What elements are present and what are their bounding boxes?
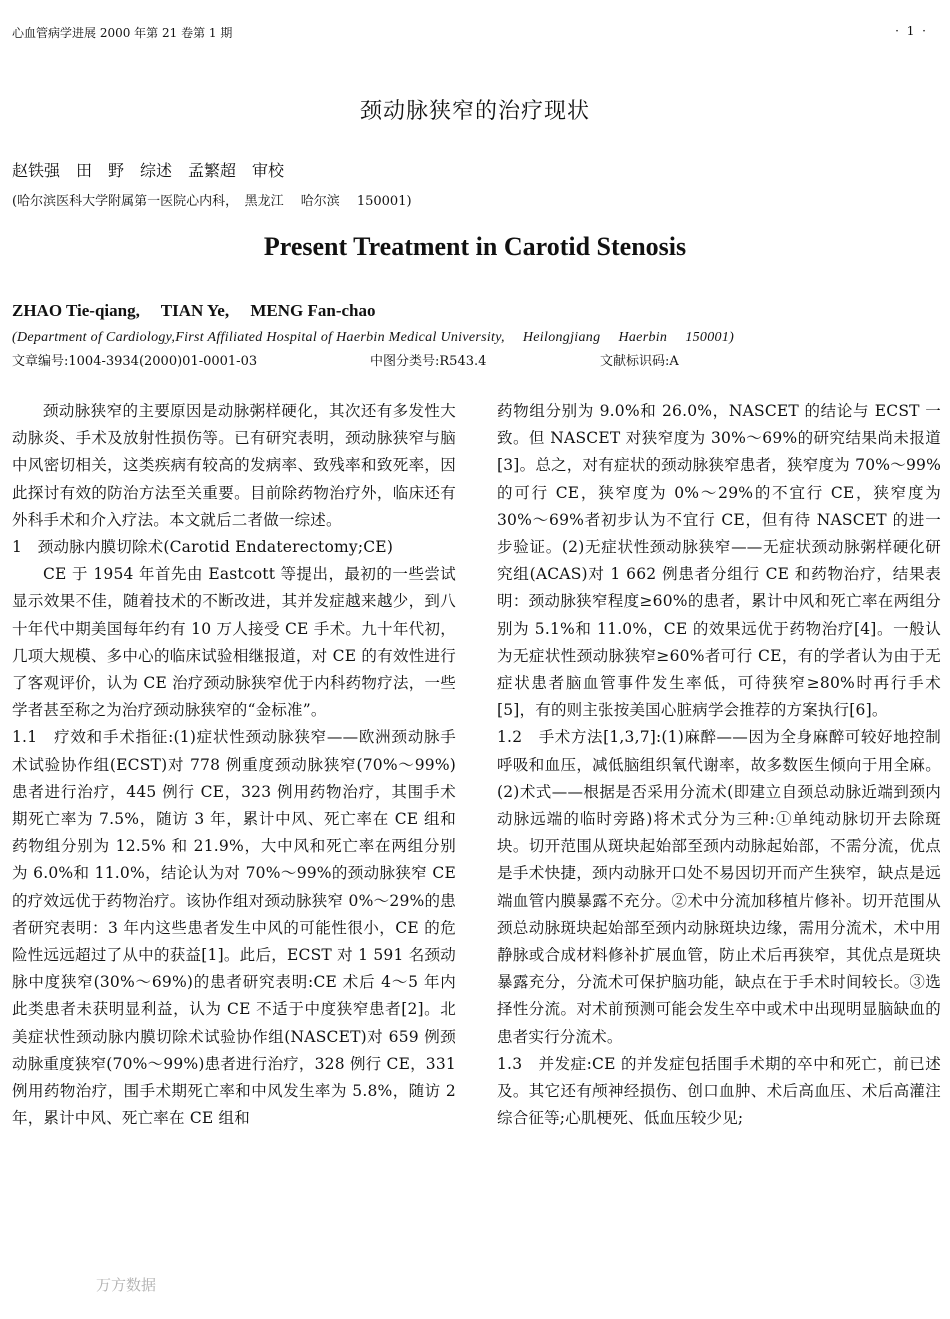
- title-english: Present Treatment in Carotid Stenosis: [263, 232, 687, 261]
- authors-english: ZHAO Tie-qiang, TIAN Ye, MENG Fan-chao: [12, 301, 376, 320]
- affiliation-chinese: (哈尔滨医科大学附属第一医院心内科， 黑龙江 哈尔滨 150001): [12, 194, 412, 209]
- section-heading: 1 颈动脉内膜切除术(Carotid Endaterectomy;CE): [12, 538, 394, 557]
- document-code: 文献标识码:A: [600, 354, 679, 369]
- page-number: · 1 ·: [895, 24, 928, 38]
- title-chinese: 颈动脉狭窄的治疗现状: [359, 99, 590, 124]
- article-number: 文章编号:1004-3934(2000)01-0001-03: [12, 354, 258, 369]
- body-paragraph: CE 于 1954 年首先由 Eastcott 等提出，最初的一些尝试显示效果不佳，随着技术的不断改进，其并发症越来越少，到八十年代中期美国每年约有 10 万人接受 CE 手术。九十年代初，几项大规模、多中心的临床试验相继报道，对 CE 的有效性进行了客观评价，认为 CE 治疗颈动脉狭窄优于内科药物疗法，一些学者甚至称之为治疗颈动脉狭窄的“金标准”。: [12, 565, 456, 720]
- journal-header: 心血管病学进展 2000 年第 21 卷第 1 期: [12, 26, 233, 40]
- watermark: 万方数据: [96, 1276, 157, 1294]
- affiliation-english: (Department of Cardiology,First Affiliated Hospital of Haerbin Medical University, Heilongjiang Haerbin 150001): [12, 330, 735, 345]
- subsection-paragraph: 1.2 手术方法[1,3,7]:(1)麻醉——因为全身麻醉可较好地控制呼吸和血压，减低脑组织氧代谢率，故多数医生倾向于用全麻。(2)术式——根据是否采用分流术(即建立自颈总动脉近端到颈内动脉远端的临时旁路)将术式分为三种:①单纯动脉切开去除斑块。切开范围从斑块起始部至颈内动脉起始部，不需分流，优点是手术快捷，颈内动脉开口处不易因切开而产生狭窄，缺点是远端血管内膜暴露不充分。②术中分流加移植片修补。切开范围从颈总动脉斑块起始部至颈内动脉斑块边缘，需用分流术，术中用静脉或合成材料修补扩展血管，防止术后再狭窄，其优点是斑块暴露充分，分流术可保护脑功能，缺点在于手术时间较长。③选择性分流。对术前预测可能会发生卒中或术中出现明显脑缺血的患者实行分流术。: [497, 728, 941, 1046]
- body-paragraph: 药物组分别为 9.0%和 26.0%，NASCET 的结论与 ECST 一致。但 NASCET 对狭窄度为 30%～69%的研究结果尚未报道[3]。总之，对有症状的颈动脉狭窄患者，狭窄度为 70%～99%的可行 CE，狭窄度为 0%～29%的不宜行 CE，狭窄度为 30%～69%者初步认为不宜行 CE，但有待 NASCET 的进一步验证。(2)无症状性颈动脉狭窄——无症状颈动脉粥样硬化研究组(ACAS)对 1 662 例患者分组行 CE 和药物治疗，结果表明：颈动脉狭窄程度≥60%的患者，累计中风和死亡率在两组分别为 5.1%和 11.0%，CE 的效果远优于药物治疗[4]。一般认为无症状性颈动脉狭窄≥60%者可行 CE，有的学者认为由于无症状患者脑血管事件发生率低，可待狭窄≥80%时再行手术[5]，有的则主张按美国心脏病学会推荐的方案执行[6]。: [497, 402, 941, 720]
- subsection-paragraph: 1.1 疗效和手术指征:(1)症状性颈动脉狭窄——欧洲颈动脉手术试验协作组(ECST)对 778 例重度颈动脉狭窄(70%～99%)患者进行治疗，445 例行 CE，323 例用药物治疗，其围手术期死亡率为 7.5%，随访 3 年，累计中风、死亡率在 CE 组和药物组分别为 12.5% 和 21.9%，大中风和死亡率在两组分别为 6.0%和 11.0%，结论认为对 70%～99%的颈动脉狭窄 CE 的疗效远优于药物治疗。该协作组对颈动脉狭窄 0%～29%的患者研究表明：3 年内这些患者发生中风的可能性很小，CE 的危险性远远超过了从中的获益[1]。此后，ECST 对 1 591 名颈动脉中度狭窄(30%～69%)的患者研究表明:CE 术后 4～5 年内此类患者未获明显利益，认为 CE 不适于中度狭窄患者[2]。北美症状性颈动脉内膜切除术试验协作组(NASCET)对 659 例颈动脉重度狭窄(70%～99%)患者进行治疗，328 例行 CE，331 例用药物治疗，围手术期死亡率和中风发生率为 5.8%，随访 2 年，累计中风、死亡率在 CE 组和: [12, 728, 456, 1128]
- left-column: [12, 398, 456, 1132]
- authors-chinese: 赵铁强 田 野 综述 孟繁超 审校: [12, 161, 285, 180]
- right-column: [497, 398, 941, 1132]
- classification-number: 中图分类号:R543.4: [370, 354, 487, 369]
- intro-paragraph: 颈动脉狭窄的主要原因是动脉粥样硬化，其次还有多发性大动脉炎、手术及放射性损伤等。已有研究表明，颈动脉狭窄与脑中风密切相关，这类疾病有较高的发病率、致残率和致死率，因此探讨有效的防治方法至关重要。目前除药物治疗外，临床还有外科手术和介入疗法。本文就后二者做一综述。: [12, 402, 456, 529]
- subsection-paragraph: 1.3 并发症:CE 的并发症包括围手术期的卒中和死亡，前已述及。其它还有颅神经损伤、创口血肿、术后高血压、术后高灌注综合征等;心肌梗死、低血压较少见;: [497, 1054, 941, 1128]
